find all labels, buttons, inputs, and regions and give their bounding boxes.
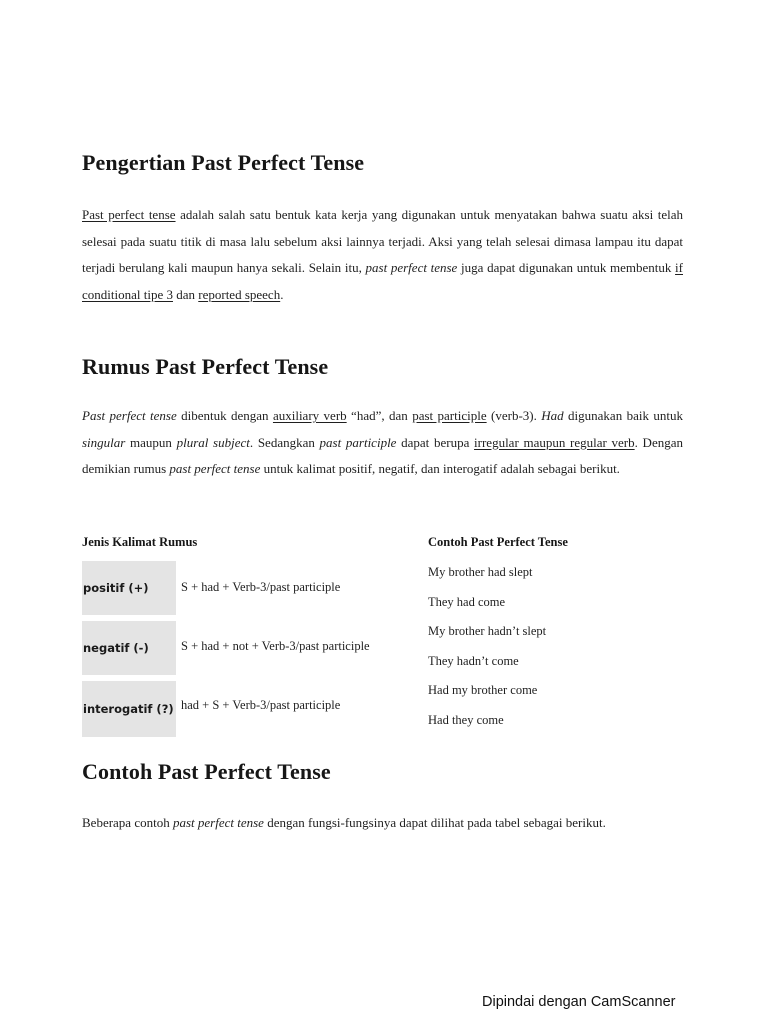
table-header-contoh: Contoh Past Perfect Tense	[428, 535, 568, 549]
heading-contoh: Contoh Past Perfect Tense	[82, 759, 331, 784]
text-run: digunakan baik untuk	[563, 408, 683, 423]
paragraph-contoh	[82, 810, 683, 837]
table-cell-kind	[82, 681, 176, 737]
paragraph-pengertian	[82, 202, 683, 308]
table-cell-example: My brother had slept	[428, 565, 533, 579]
text-run: . Dengan demikian rumus	[82, 434, 683, 476]
table-cell-example: Had they come	[428, 713, 504, 727]
text-run: Beberapa contoh	[82, 815, 173, 830]
text-run: juga dapat digunakan untuk membentuk	[457, 260, 676, 275]
table-cell-example: They hadn’t come	[428, 654, 519, 668]
table-cell-example: They had come	[428, 595, 506, 609]
text-run: .	[280, 286, 284, 302]
kind-label-positif: positif (+)	[83, 581, 149, 595]
text-run: . Sedangkan	[249, 434, 320, 450]
link-reported-speech[interactable]: reported speech	[198, 286, 281, 302]
term-italic: past participle	[319, 434, 397, 450]
heading-rumus: Rumus Past Perfect Tense	[82, 354, 329, 379]
paragraph-rumus	[82, 403, 683, 483]
heading-pengertian: Pengertian Past Perfect Tense	[82, 150, 365, 175]
table-cell-kind	[82, 561, 176, 615]
text-run: adalah salah satu bentuk kata kerja yang digunakan untuk menyatakan bahwa suatu aksi telah selesai pada suatu titik di masa lalu sebelum aksi lainnya terjadi. Aksi yang telah selesai dimasa lampau itu dapat terjadi berulang kali maupun hanya sekali. Selain itu,	[82, 207, 683, 275]
table-header-jenis-rumus: Jenis Kalimat Rumus	[82, 535, 198, 549]
text-run: dibentuk dengan	[176, 408, 273, 423]
table-cell-example: My brother hadn’t slept	[428, 624, 547, 638]
term-past-perfect-tense: Past perfect tense	[82, 207, 176, 222]
link-auxiliary-verb[interactable]: auxiliary verb	[272, 408, 347, 423]
kind-label-negatif: negatif (-)	[83, 641, 149, 655]
table-cell-formula: S + had + not + Verb-3/past participle	[181, 639, 370, 653]
table-cell-formula: had + S + Verb-3/past participle	[181, 698, 341, 712]
text-run: (verb-3).	[486, 408, 542, 423]
term-italic: past perfect tense	[169, 461, 261, 476]
table-cell-example: Had my brother come	[428, 683, 538, 697]
table-cell-kind	[82, 621, 176, 675]
term-italic: past perfect tense	[365, 260, 458, 275]
text-run: dapat berupa	[396, 434, 475, 450]
text-run: dengan fungsi-fungsinya dapat dilihat pada tabel sebagai berikut.	[263, 815, 606, 830]
text-run: untuk kalimat positif, negatif, dan interogatif adalah sebagai berikut.	[260, 461, 620, 476]
term-italic: plural subject	[176, 434, 250, 450]
kind-label-interogatif: interogatif (?)	[83, 702, 174, 716]
text-run: dan	[172, 286, 199, 302]
term-italic: past perfect tense	[172, 815, 264, 830]
text-run: “had”, dan	[346, 408, 413, 423]
link-if-conditional[interactable]: if conditional tipe 3	[82, 260, 683, 302]
link-irregular-regular-verb[interactable]: irregular maupun regular verb	[474, 434, 635, 450]
camscanner-watermark: Dipindai dengan CamScanner	[482, 994, 676, 1010]
term-italic: singular	[82, 434, 126, 450]
table-cell-formula: S + had + Verb-3/past participle	[181, 580, 341, 594]
link-past-participle[interactable]: past participle	[412, 408, 487, 423]
text-run: maupun	[125, 434, 177, 450]
term-italic: Had	[541, 408, 564, 423]
term-italic: Past perfect tense	[82, 408, 177, 423]
